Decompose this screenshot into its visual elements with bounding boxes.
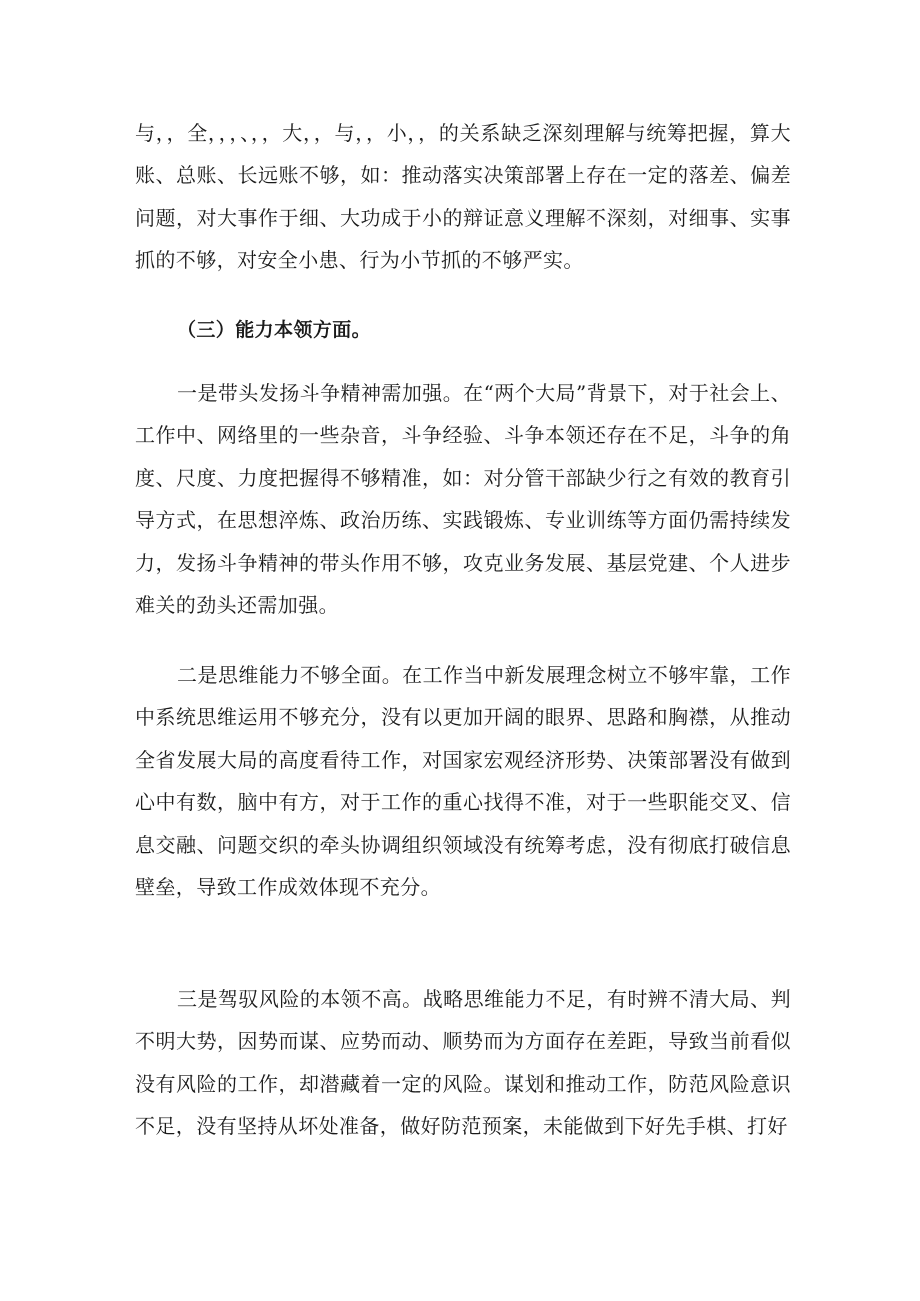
paragraph-thinking-ability: 二是思维能力不够全面。在工作当中新发展理念树立不够牢靠，工作中系统思维运用不够充分，没有以更加开阔的眼界、思路和胸襟，从推动全省发展大局的高度看待工作，对国家宏观经济形势、决策部署没有做到心中有数，脑中有方，对于工作的重心找得不准，对于一些职能交叉、信息交融、问题交织的牵头协调组织领域没有统筹考虑，没有彻底打破信息壁垒，导致工作成效体现不充分。 [135,663,791,900]
paragraph-struggle-spirit: 一是带头发扬斗争精神需加强。在“两个大局”背景下，对于社会上、工作中、网络里的一些杂音，斗争经验、斗争本领还存在不足，斗争的角度、尺度、力度把握得不够精准，如：对分管干部缺少行之有效的教育引导方式，在思想淬炼、政治历练、实践锻炼、专业训练等方面仍需持续发力，发扬斗争精神的带头作用不够，攻克业务发展、基层党建、个人进步难关的劲头还需加强。 [135,381,791,618]
paragraph-continuation: 与，，全，，，、，，大，，与，，小，，的关系缺乏深刻理解与统筹把握，算大账、总账、长远账不够，如：推动落实决策部署上存在一定的落差、偏差问题，对大事作于细、大功成于小的辩证意义理解不深刻，对细事、实事抓的不够，对安全小患、行为小节抓的不够严实。 [135,121,791,273]
section-heading-ability: （三）能力本领方面。 [177,319,372,341]
paragraph-risk-control: 三是驾驭风险的本领不高。战略思维能力不足，有时辨不清大局、判不明大势，因势而谋、应势而动、顺势而为方面存在差距，导致当前看似没有风险的工作，却潜藏着一定的风险。谋划和推动工作，防范风险意识不足，没有坚持从坏处准备，做好防范预案，未能做到下好先手棋、打好 [135,987,791,1139]
